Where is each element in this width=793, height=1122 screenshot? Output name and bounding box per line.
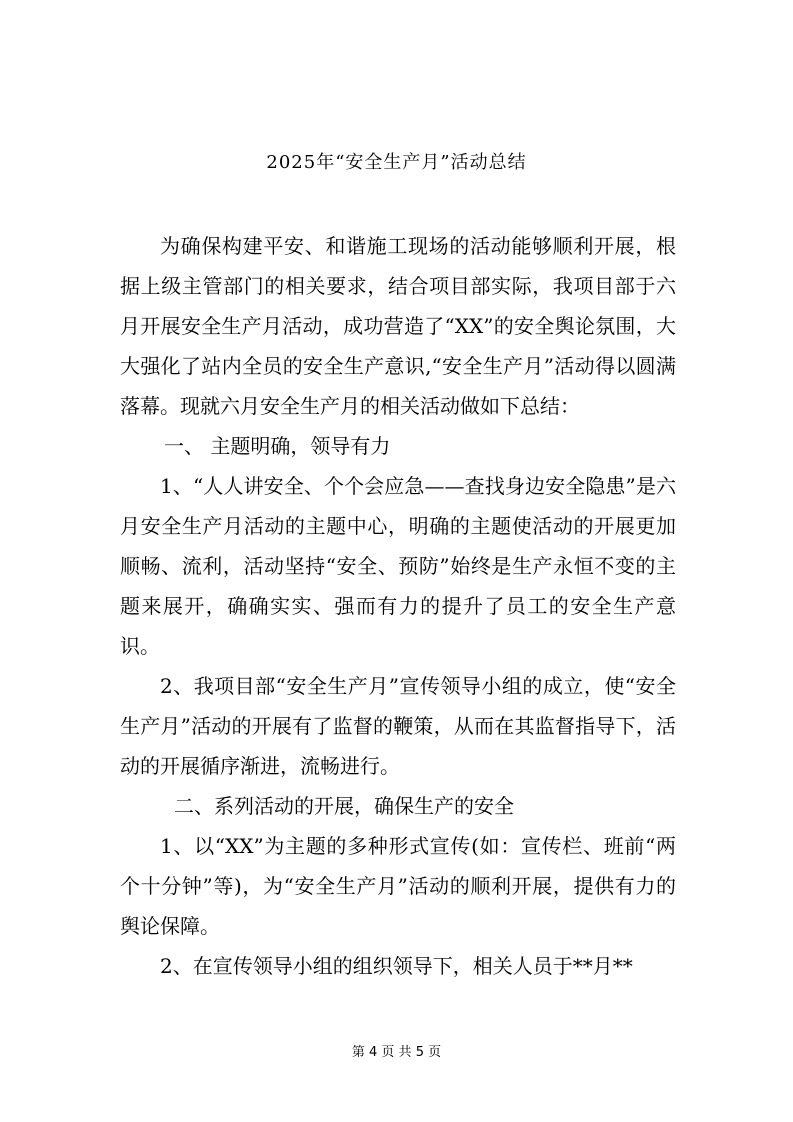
intro-paragraph: 为确保构建平安、和谐施工现场的活动能够顺利开展，根据上级主管部门的相关要求，结合项目部实际，我项目部于六月开展安全生产月活动，成功营造了“XX”的安全舆论氛围，大大强化了站内全员的安全生产意识,“安全生产月”活动得以圆满落幕。现就六月安全生产月的相关活动做如下总结： — [120, 234, 676, 418]
document-body — [120, 226, 676, 986]
section-2-paragraph-1: 1、以“XX”为主题的多种形式宣传(如：宣传栏、班前“两个十分钟”等)，为“安全生产月”活动的顺利开展，提供有力的舆论保障。 — [120, 834, 676, 938]
section-heading-1: 一、 主题明确，领导有力 — [164, 434, 391, 458]
section-heading-2: 二、系列活动的开展，确保生产的安全 — [174, 794, 514, 818]
section-1-paragraph-2: 2、我项目部“安全生产月”宣传领导小组的成立，使“安全生产月”活动的开展有了监督的鞭策，从而在其监督指导下，活动的开展循序渐进，流畅进行。 — [120, 674, 676, 778]
section-2-paragraph-2: 2、在宣传领导小组的组织领导下，相关人员于**月** — [160, 954, 633, 978]
section-1-paragraph-1: 1、“人人讲安全、个个会应急——查找身边安全隐患”是六月安全生产月活动的主题中心，明确的主题使活动的开展更加顺畅、流利，活动坚持“安全、预防”始终是生产永恒不变的主题来展开，确确实实、强而有力的提升了员工的安全生产意识。 — [120, 474, 676, 658]
page-footer: 第 4 页 共 5 页 — [351, 1045, 442, 1060]
document-title: 2025年“安全生产月”活动总结 — [266, 152, 527, 173]
